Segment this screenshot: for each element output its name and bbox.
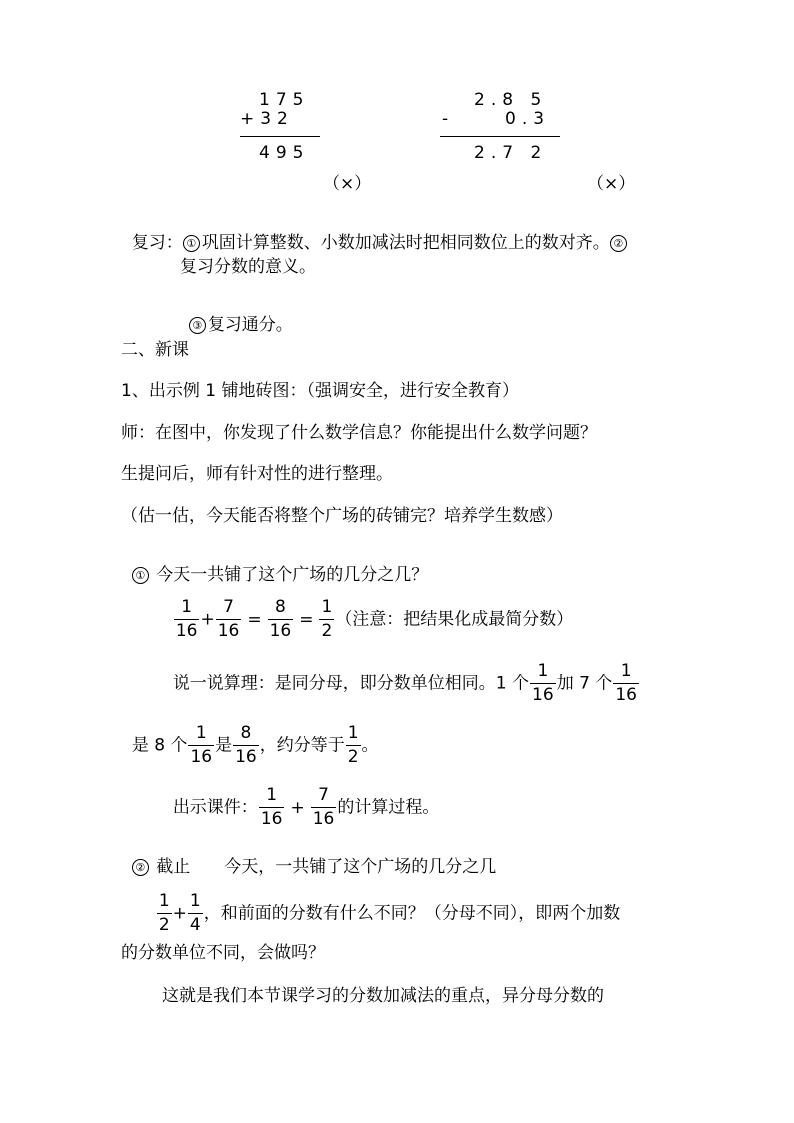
fraction: $\frac{1}{2}$ — [321, 597, 333, 641]
equation-2-text: ，和前面的分数有什么不同？（分母不同），即两个加数 — [203, 903, 621, 924]
paragraph-3: 生提问后，师有针对性的进行整理。 — [121, 464, 393, 484]
review-item-1: 巩固计算整数、小数加减法时把相同数位上的数对齐。 — [201, 233, 610, 253]
calc-left-mark: （×） — [323, 174, 372, 194]
calc-right-top: 2.8 5 — [474, 90, 548, 110]
fraction: $\frac{1}{16}$ — [175, 597, 198, 641]
question-1-num: ① — [132, 567, 149, 584]
calc-right-mark: （×） — [587, 174, 636, 194]
review-item-3: 复习通分。 — [207, 315, 293, 335]
explain-line-2: 是 8 个 $\frac{1}{16}$ 是 $\frac{8}{16}$ ，约分等于 $\frac{1}{2}$ 。 — [131, 723, 379, 767]
calc-left-result: 495 — [259, 143, 310, 163]
review-num-1: ① — [183, 235, 200, 252]
question-2-num: ② — [132, 859, 149, 876]
review-num-2: ② — [610, 235, 627, 252]
paragraph-4: （估一估，今天能否将整个广场的砖铺完？培养学生数感） — [121, 506, 563, 526]
fraction: $\frac{7}{16}$ — [312, 785, 335, 829]
fraction: $\frac{7}{16}$ — [217, 597, 240, 641]
equation-2: $\frac{1}{2}$ + $\frac{1}{4}$ ，和前面的分数有什么不同？（分母不同），即两个加数 — [158, 891, 621, 935]
fraction: $\frac{1}{16}$ — [532, 661, 554, 705]
explain-line-1: 说一说算理：是同分母，即分数单位相同。1 个 $\frac{1}{16}$ 加 7 个 $\frac{1}{16}$ — [172, 661, 637, 705]
calc-right-rule — [440, 136, 560, 137]
fraction: $\frac{1}{16}$ — [260, 785, 283, 829]
fraction: $\frac{1}{16}$ — [190, 723, 213, 767]
question-1 — [121, 550, 428, 584]
calc-left-top: 175 — [259, 90, 310, 110]
fraction: $\frac{1}{2}$ — [347, 723, 359, 767]
fraction: $\frac{8}{16}$ — [269, 597, 292, 641]
question-1-text: 今天一共铺了这个广场的几分之几？ — [156, 565, 429, 585]
fraction: $\frac{8}{16}$ — [235, 723, 257, 767]
calc-left-addend: +32 — [240, 109, 294, 129]
calc-right-op: - — [442, 109, 449, 129]
review-line-1 — [121, 218, 629, 252]
paragraph-1: 1、出示例 1 铺地砖图：（强调安全，进行安全教育） — [121, 381, 519, 401]
question-2-text: 截止 今天，一共铺了这个广场的几分之几 — [156, 857, 497, 877]
paragraph-2: 师：在图中，你发现了什么数学信息？你能提出什么数学问题？ — [121, 423, 597, 443]
equation-1-note: （注意：把结果化成最简分数） — [335, 609, 574, 630]
review-num-3: ③ — [189, 317, 206, 334]
fraction: $\frac{1}{2}$ — [158, 891, 170, 935]
fraction: $\frac{1}{4}$ — [189, 891, 201, 935]
section-title: 二、新课 — [121, 340, 189, 360]
question-2 — [121, 842, 496, 876]
calc-right-sub: 0.3 — [505, 109, 551, 129]
paragraph-6: 这就是我们本节课学习的分数加减法的重点，异分母分数的 — [162, 986, 604, 1006]
paragraph-5: 的分数单位不同，会做吗？ — [121, 943, 325, 963]
review-line-3 — [178, 300, 293, 334]
fraction: $\frac{1}{16}$ — [615, 661, 637, 705]
review-item-2: 复习分数的意义。 — [180, 257, 316, 277]
equation-1: $\frac{1}{16}$ + $\frac{7}{16}$ = $\frac{8}{16}$ = $\frac{1}{2}$ （注意：把结果化成最简分数） — [175, 597, 574, 641]
calc-left-rule — [240, 136, 320, 137]
calc-right-result: 2.7 2 — [474, 143, 548, 163]
review-label: 复习： — [131, 233, 183, 253]
show-courseware: 出示课件： $\frac{1}{16}$ + $\frac{7}{16}$ 的计算过程。 — [172, 785, 440, 829]
